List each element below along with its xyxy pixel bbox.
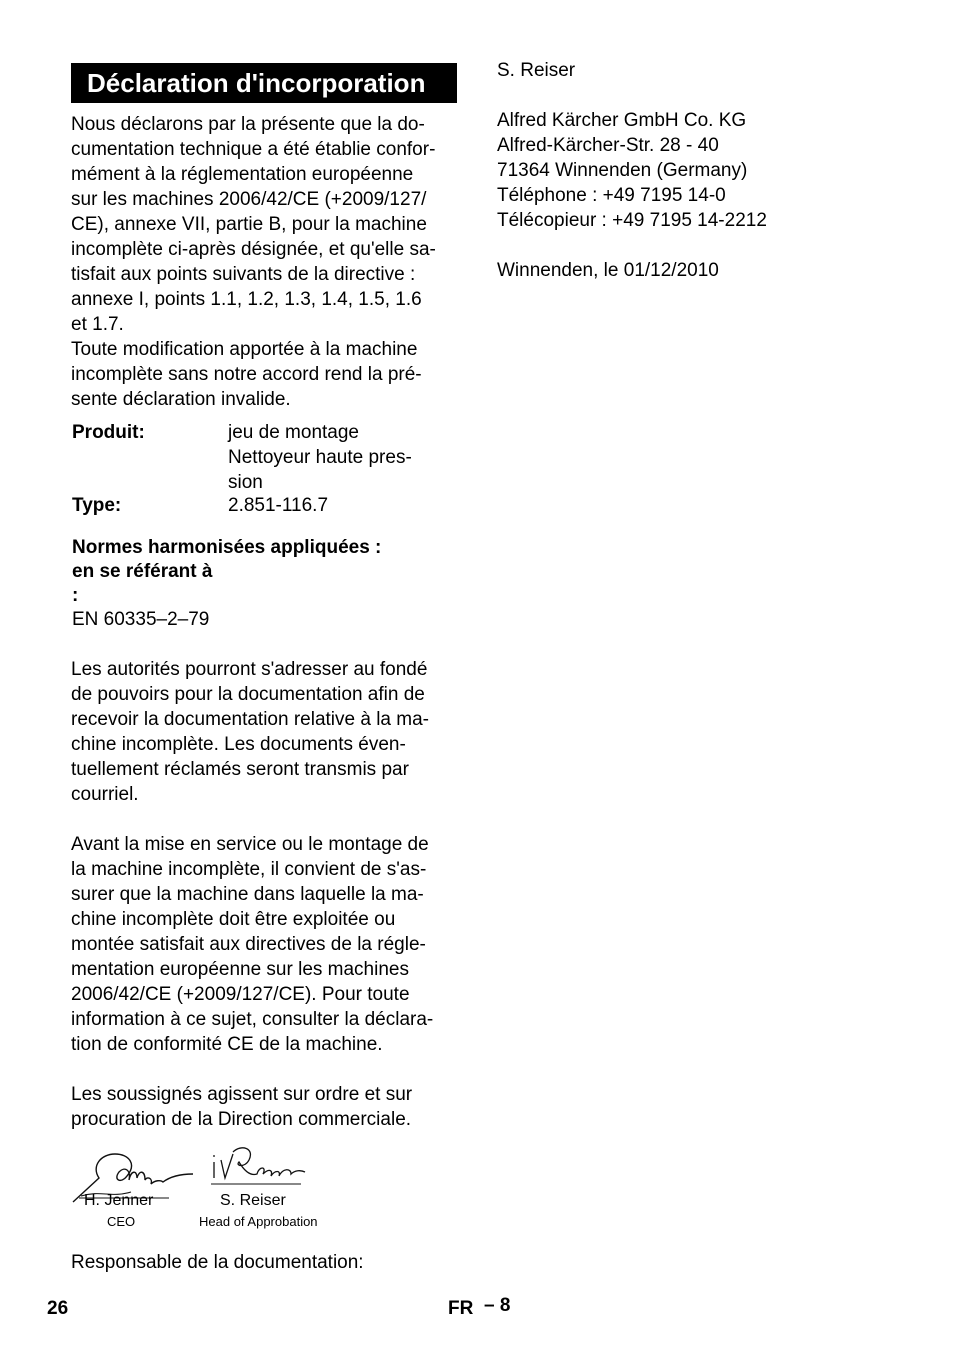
text-line: information à ce sujet, consulter la déclara-	[71, 1009, 434, 1030]
text-line: Toute modification apportée à la machine	[71, 339, 418, 360]
product-spec	[71, 420, 461, 520]
text-line: procuration de la Direction commerciale.	[71, 1109, 412, 1130]
text-line: 2006/42/CE (+2009/127/CE). Pour toute	[71, 984, 410, 1005]
text-line: surer que la machine dans laquelle la ma-	[71, 884, 424, 905]
text-line: de pouvoirs pour la documentation afin de	[71, 684, 425, 705]
contact-name: S. Reiser	[497, 60, 576, 81]
text-line: annexe I, points 1.1, 1.2, 1.3, 1.4, 1.5, 1.6	[71, 289, 422, 310]
doc-responsible-label: Responsable de la documentation:	[71, 1252, 364, 1273]
authorities-paragraph	[71, 657, 461, 807]
text-line: Les soussignés agissent sur ordre et sur	[71, 1084, 413, 1105]
company-street: Alfred-Kärcher-Str. 28 - 40	[497, 135, 719, 156]
text-line: courriel.	[71, 784, 139, 805]
text-line: recevoir la documentation relative à la ma-	[71, 709, 430, 730]
company-fax: Télécopieur : +49 7195 14-2212	[497, 210, 767, 231]
intro-paragraph	[71, 112, 461, 412]
text-line: sur les machines 2006/42/CE (+2009/127/	[71, 189, 427, 210]
text-line: mément à la réglementation européenne	[71, 164, 414, 185]
product-value: jeu de montage	[228, 422, 359, 443]
text-line: la machine incomplète, il convient de s'as-	[71, 859, 427, 880]
text-line: cumentation technique a été établie confor-	[71, 139, 436, 160]
page-title: Déclaration d'incorporation	[71, 63, 457, 103]
text-line: incomplète ci-après désignée, et qu'elle sa-	[71, 239, 436, 260]
company-name: Alfred Kärcher GmbH Co. KG	[497, 110, 747, 131]
product-label: Produit:	[72, 422, 145, 443]
right-column	[497, 58, 917, 283]
signer-role: Head of Approbation	[199, 1214, 318, 1229]
page-number: 26	[47, 1298, 69, 1319]
text-line: CE), annexe VII, partie B, pour la machine	[71, 214, 427, 235]
text-line: Nous déclarons par la présente que la do-	[71, 114, 425, 135]
text-line: tisfait aux points suivants de la directive :	[71, 264, 416, 285]
commissioning-paragraph	[71, 832, 461, 1057]
text-line: chine incomplète doit être exploitée ou	[71, 909, 396, 930]
signature-block	[71, 1140, 461, 1250]
text-line: tion de conformité CE de la machine.	[71, 1034, 383, 1055]
signer-name: H. Jenner	[84, 1192, 154, 1209]
norms-heading: en se référant à	[72, 561, 213, 582]
text-line: montée satisfait aux directives de la régle-	[71, 934, 426, 955]
section-page: – 8	[484, 1295, 511, 1316]
product-value: sion	[228, 472, 263, 493]
product-value: Nettoyeur haute pres-	[228, 447, 412, 468]
text-line: incomplète sans notre accord rend la pré-	[71, 364, 422, 385]
place-date: Winnenden, le 01/12/2010	[497, 260, 719, 281]
signatories-paragraph	[71, 1082, 461, 1132]
language-code: FR	[448, 1298, 474, 1319]
norms-heading: Normes harmonisées appliquées :	[72, 537, 382, 558]
signer-name: S. Reiser	[220, 1192, 286, 1209]
company-city: 71364 Winnenden (Germany)	[497, 160, 748, 181]
text-line: tuellement réclamés seront transmis par	[71, 759, 409, 780]
text-line: mentation européenne sur les machines	[71, 959, 409, 980]
norms-heading: :	[72, 585, 79, 606]
left-column	[71, 63, 461, 1275]
norms-standard: EN 60335–2–79	[72, 609, 210, 630]
signature-reiser-image	[211, 1140, 311, 1200]
signer-role: CEO	[107, 1214, 136, 1229]
text-line: sente déclaration invalide.	[71, 389, 291, 410]
type-label: Type:	[72, 495, 122, 516]
norms-section	[71, 536, 461, 632]
text-line: Les autorités pourront s'adresser au fondé	[71, 659, 428, 680]
text-line: chine incomplète. Les documents éven-	[71, 734, 406, 755]
text-line: et 1.7.	[71, 314, 124, 335]
text-line: Avant la mise en service ou le montage de	[71, 834, 429, 855]
company-phone: Téléphone : +49 7195 14-0	[497, 185, 726, 206]
type-value: 2.851-116.7	[228, 495, 329, 516]
